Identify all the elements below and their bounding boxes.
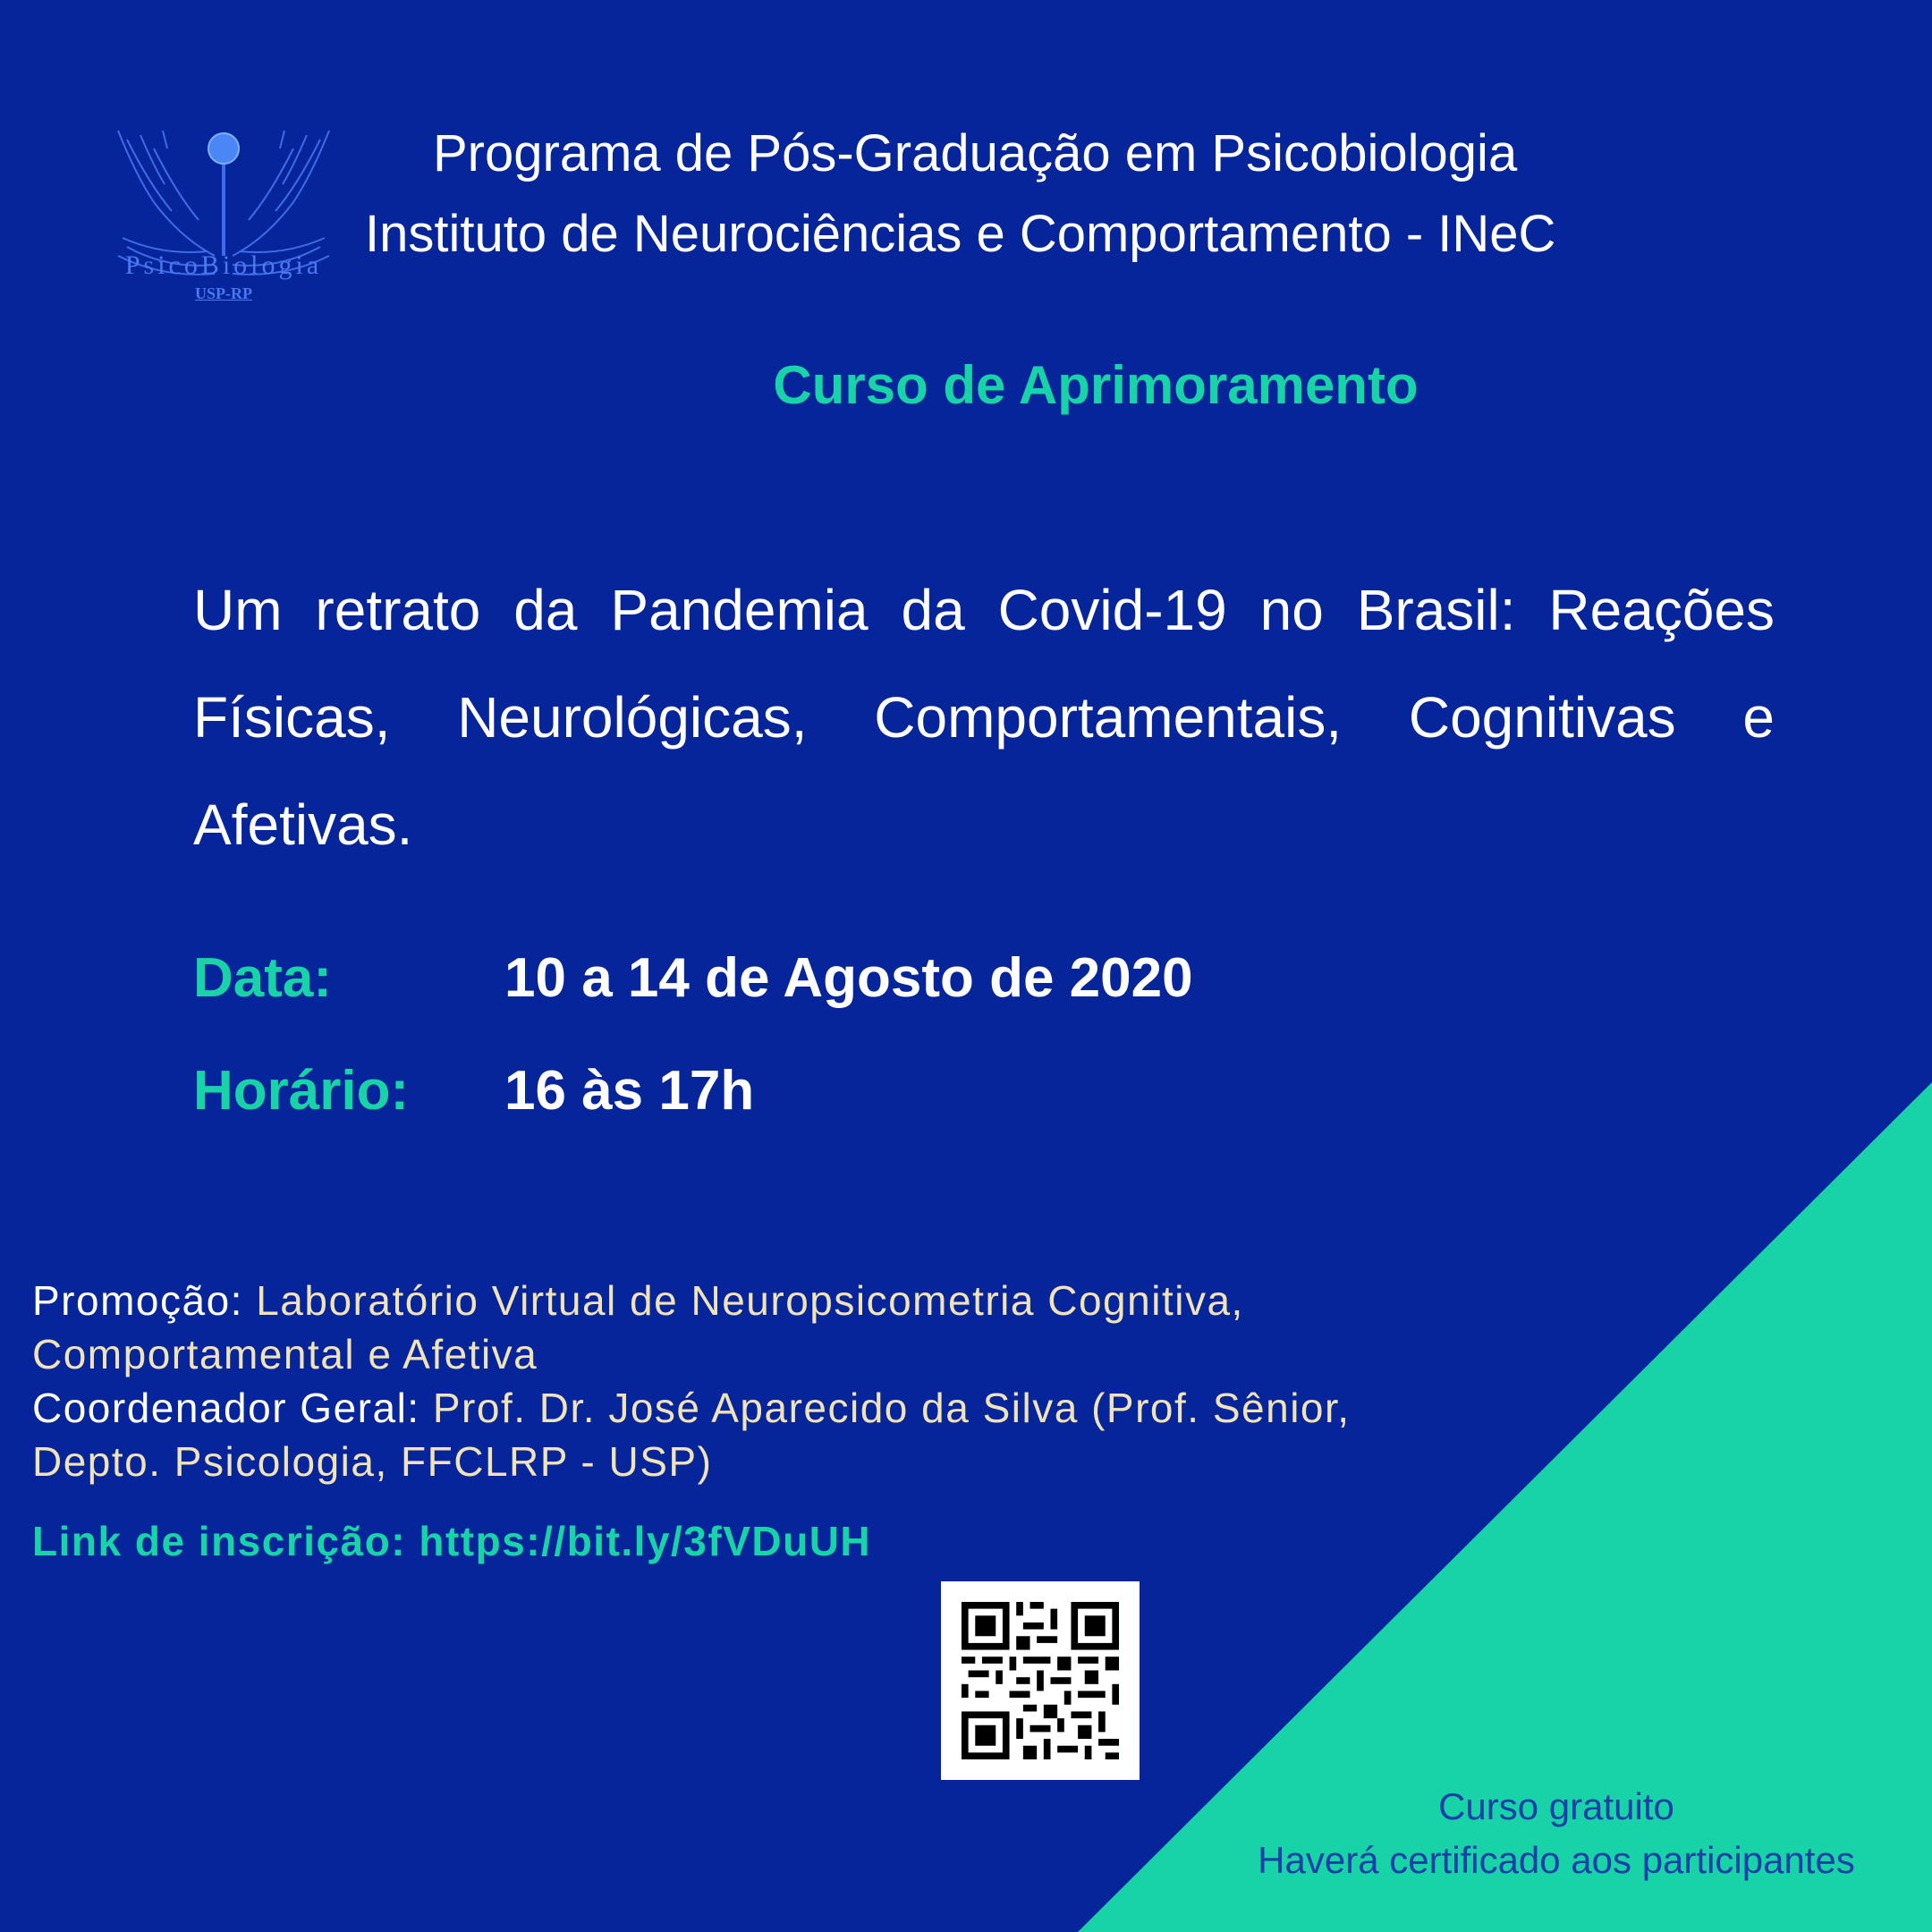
qr-code[interactable] <box>941 1581 1140 1780</box>
footer-note <box>1199 1780 1914 1887</box>
qr-code-icon <box>941 1581 1140 1780</box>
logo-text: PsicoBiologia <box>124 250 323 280</box>
registration-link[interactable]: Link de inscrição: https://bit.ly/3fVDuUH <box>32 1518 872 1564</box>
program-title: Programa de Pós-Graduação em Psicobiologia <box>433 124 1518 182</box>
course-title: Um retrato da Pandemia da Covid-19 no Brasil: Reações Físicas, Neurológicas, Comportamentais, Cognitivas e Afetivas. <box>193 578 1775 857</box>
promotion-label: Promoção: <box>32 1277 243 1324</box>
date-label: Data: <box>193 947 333 1009</box>
institute-title: Instituto de Neurociências e Comportamento - INeC <box>365 205 1556 263</box>
course-type-heading: Curso de Aprimoramento <box>773 355 1419 415</box>
promotion-value: Laboratório Virtual de Neuropsicometria Cognitiva, Comportamental e Afetiva <box>32 1277 1244 1377</box>
time-value: 16 às 17h <box>504 1060 755 1122</box>
coordinator-label: Coordenador Geral: <box>32 1385 420 1431</box>
free-course-text: Curso gratuito <box>1438 1785 1674 1827</box>
psicobiologia-logo <box>100 122 347 311</box>
credits-block <box>32 1274 1481 1488</box>
date-value: 10 a 14 de Agosto de 2020 <box>504 947 1193 1009</box>
logo-subtext: USP-RP <box>195 284 252 302</box>
time-label: Horário: <box>193 1060 410 1122</box>
coordinator-value: Prof. Dr. José Aparecido da Silva (Prof. Sênior, Depto. Psicologia, FFCLRP - USP) <box>32 1385 1351 1485</box>
certificate-text: Haverá certificado aos participantes <box>1258 1839 1855 1881</box>
